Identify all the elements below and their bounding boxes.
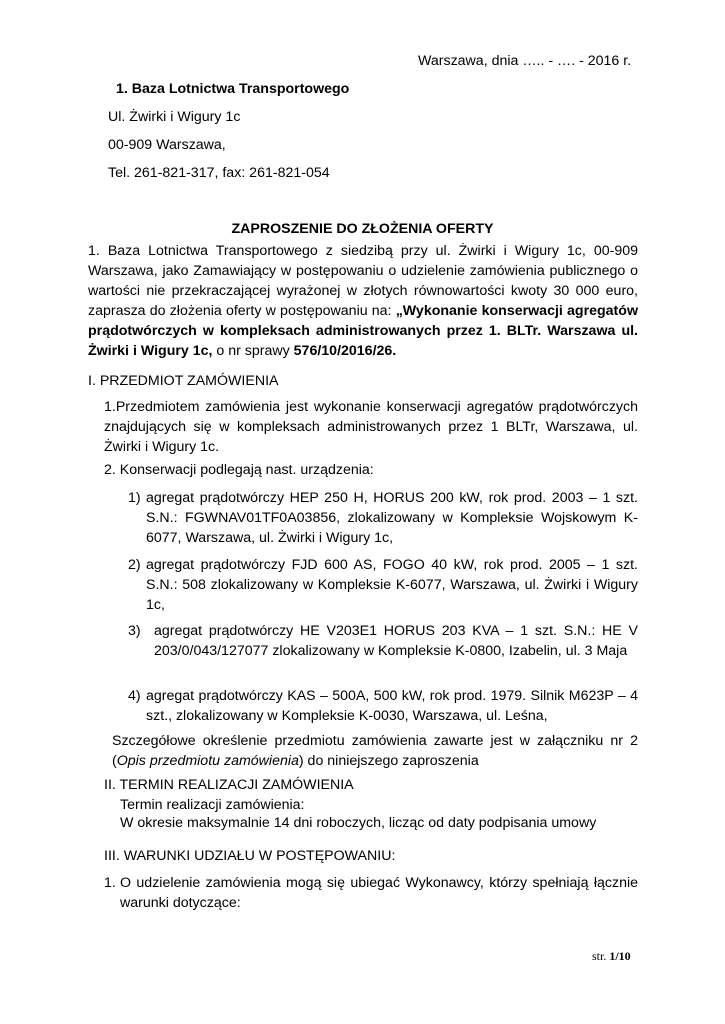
device-item-1-number: 1)	[128, 490, 141, 506]
date-line: Warszawa, dnia ….. - …. - 2016 r.	[418, 53, 632, 69]
device-item-3-number: 3)	[128, 623, 141, 639]
section-1-paragraph-2: 2. Konserwacji podlegają nast. urządzenia:	[104, 462, 374, 478]
device-item-3	[154, 621, 638, 661]
device-item-4-number: 4)	[128, 688, 141, 704]
intro-paragraph	[88, 241, 638, 361]
details-text-before: Szczegółowe określenie przedmiotu zamówienia zawarte jest w załączniku nr 2 (	[112, 733, 638, 769]
organization-street: Ul. Żwirki i Wigury 1c	[108, 109, 241, 125]
section-1-paragraph-1-text: 1.Przedmiotem zamówienia jest wykonanie konserwacji agregatów prądotwórczych znajdujących się w kompleksach administrowanych przez 1 BLTr, Warszawa, ul. Żwirki i Wigury 1c.	[104, 399, 638, 455]
document-title: ZAPROSZENIE DO ZŁOŻENIA OFERTY	[231, 221, 494, 237]
details-text-after: ) do niniejszego zaproszenia	[298, 753, 479, 769]
device-item-2	[146, 555, 638, 615]
section-3-item-1-number: 1.	[104, 875, 116, 891]
device-item-2-text: agregat prądotwórczy FJD 600 AS, FOGO 40 kW, rok prod. 2005 – 1 szt. S.N.: 508 zlokalizowany w Kompleksie K-6077, Warszawa, ul. Żwirki i Wigury 1c,	[146, 557, 638, 613]
page-value: 1/10	[609, 949, 631, 963]
section-3-item-1	[120, 873, 638, 913]
details-text-italic: Opis przedmiotu zamówienia	[116, 753, 299, 769]
intro-subject: „Wykonanie konserwacji agregatów prądotwórczych w kompleksach administrowanych przez 1. BLTr. Warszawa ul. Żwirki i Wigury 1c,	[88, 303, 638, 359]
device-item-4-text: agregat prądotwórczy KAS – 500A, 500 kW, rok prod. 1979. Silnik M623P – 4 szt., zlokalizowany w Kompleksie K-0030, Warszawa, ul. Leśna,	[146, 688, 638, 724]
device-item-1	[146, 488, 638, 548]
section-3-heading: III. WARUNKI UDZIAŁU W POSTĘPOWANIU:	[104, 848, 396, 864]
section-3-item-1-text: O udzielenie zamówienia mogą się ubiegać Wykonawcy, którzy spełniają łącznie warunki dotyczące:	[120, 875, 638, 911]
organization-name: 1. Baza Lotnictwa Transportowego	[116, 81, 350, 97]
device-item-1-text: agregat prądotwórczy HEP 250 H, HORUS 200 kW, rok prod. 2003 – 1 szt. S.N.: FGWNAV01TF0A03856, zlokalizowany w Kompleksie Wojskowym K-6077, Warszawa, ul. Żwirki i Wigury 1c,	[146, 490, 638, 546]
device-item-2-number: 2)	[128, 557, 141, 573]
device-item-3-text: agregat prądotwórczy HE V203E1 HORUS 203 KVA – 1 szt. S.N.: HE V 203/0/043/127077 zlokalizowany w Kompleksie K-0800, Izabelin, ul. 3 Maja	[154, 623, 638, 659]
page-number	[592, 949, 631, 964]
section-2-line-1: Termin realizacji zamówienia:	[120, 797, 305, 813]
section-2-heading: II. TERMIN REALIZACJI ZAMÓWIENIA	[104, 777, 354, 793]
section-1-paragraph-1	[104, 397, 638, 457]
device-item-4	[146, 686, 638, 726]
organization-phone: Tel. 261-821-317, fax: 261-821-054	[108, 165, 330, 181]
intro-case-number: 576/10/2016/26.	[293, 343, 397, 359]
intro-text: 1. Baza Lotnictwa Transportowego z siedzibą przy ul. Żwirki i Wigury 1c, 00-909 Warszawa, jako Zamawiający w postępowaniu o udzielenie zamówienia publicznego o wartości nie przekraczającej wyrażonej w złotych równowartości kwoty 30 000 euro, zaprasza do złożenia oferty w postępowaniu na:	[88, 243, 638, 319]
section-2-line-2: W okresie maksymalnie 14 dni roboczych, licząc od daty podpisania umowy	[120, 815, 597, 831]
organization-postal: 00-909 Warszawa,	[108, 137, 226, 153]
intro-case-label: o nr sprawy	[212, 343, 294, 359]
section-1-heading: I. PRZEDMIOT ZAMÓWIENIA	[88, 373, 279, 389]
page-label: str.	[592, 949, 610, 963]
section-1-details	[112, 731, 638, 771]
